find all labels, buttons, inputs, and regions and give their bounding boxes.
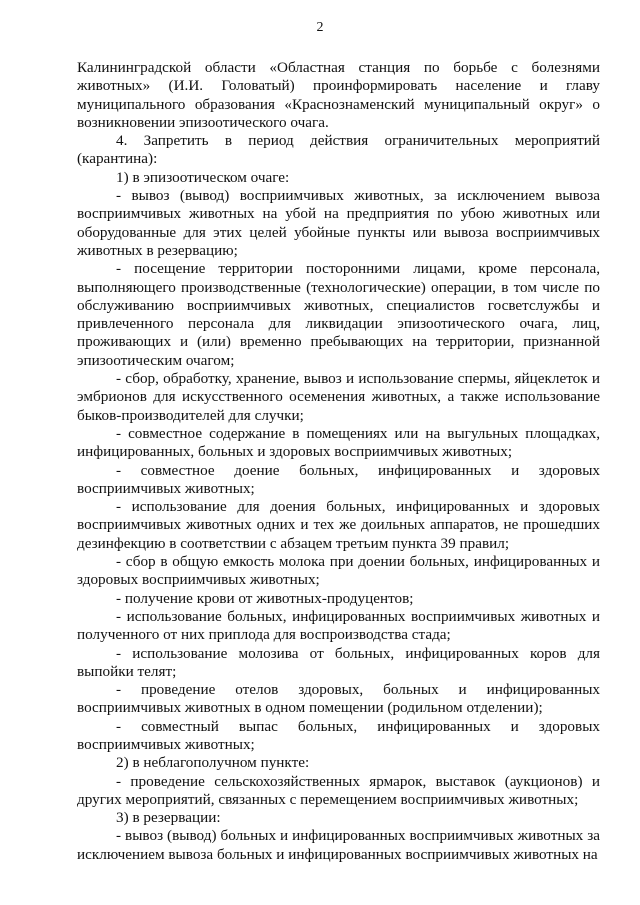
list-item: - использование для доения больных, инфицированных и здоровых восприимчивых животных одних и тех же доильных аппаратов, не прошедших дезинфекцию в соответствии с абзацем третьим пункта 39 правил;: [77, 498, 600, 552]
list-item: - совместное доение больных, инфицированных и здоровых восприимчивых животных;: [77, 461, 600, 497]
paragraph-subclause-1: 1) в эпизоотическом очаге:: [116, 168, 290, 186]
list-item: - совместный выпас больных, инфицированных и здоровых восприимчивых животных;: [77, 717, 600, 753]
list-item: - использование больных, инфицированных восприимчивых животных и полученного от них приплода для воспроизводства стада;: [77, 607, 600, 644]
page-number: 2: [316, 20, 324, 35]
list-item: - использование молозива от больных, инфицированных коров для выпойки телят;: [77, 644, 600, 680]
list-item: - совместное содержание в помещениях или на выгульных площадках, инфицированных, больных и здоровых восприимчивых животных;: [77, 424, 600, 461]
list-item: - вывоз (вывод) восприимчивых животных, за исключением вывоза восприимчивых животных на убой на предприятия по убою животных или оборудованные для этих целей убойные пункты или вывоза восприимчивых животных в резервацию;: [77, 187, 600, 259]
list-item: - сбор, обработку, хранение, вывоз и использование спермы, яйцеклеток и эмбрионов для искусственного осеменения животных, а также использование быков-производителей для случки;: [77, 370, 600, 424]
list-item: - проведение отелов здоровых, больных и инфицированных восприимчивых животных в одном помещении (родильном отделении);: [77, 681, 600, 717]
paragraph-subclause-3: 3) в резервации:: [116, 809, 221, 827]
list-item: - сбор в общую емкость молока при доении больных, инфицированных и здоровых восприимчивых животных;: [77, 553, 600, 589]
paragraph-clause-4: 4. Запретить в период действия ограничительных мероприятий (карантина):: [77, 132, 600, 168]
document-body: [77, 59, 600, 864]
paragraph-continuation: Калининградской области «Областная станция по борьбе с болезнями животных» (И.И. Головатый) проинформировать население и главу муниципального образования «Краснознаменский муниципальный округ» о возникновении эпизоотического очага.: [77, 59, 600, 131]
list-item: - посещение территории посторонними лицами, кроме персонала, выполняющего производственные (технологические) операции, в том числе по обслуживанию восприимчивых животных, специалистов госветслужбы и привлеченного персонала для ликвидации эпизоотического очага, лиц, проживающих и (или) временно пребывающих на территории, признанной эпизоотическим очагом;: [77, 260, 600, 369]
list-item: - вывоз (вывод) больных и инфицированных восприимчивых животных за исключением вывоза больных и инфицированных восприимчивых животных на: [77, 827, 600, 863]
paragraph-subclause-2: 2) в неблагополучном пункте:: [116, 754, 310, 772]
list-item: - проведение сельскохозяйственных ярмарок, выставок (аукционов) и других мероприятий, связанных с перемещением восприимчивых животных;: [77, 772, 600, 808]
list-item: - получение крови от животных-продуцентов;: [116, 589, 414, 607]
